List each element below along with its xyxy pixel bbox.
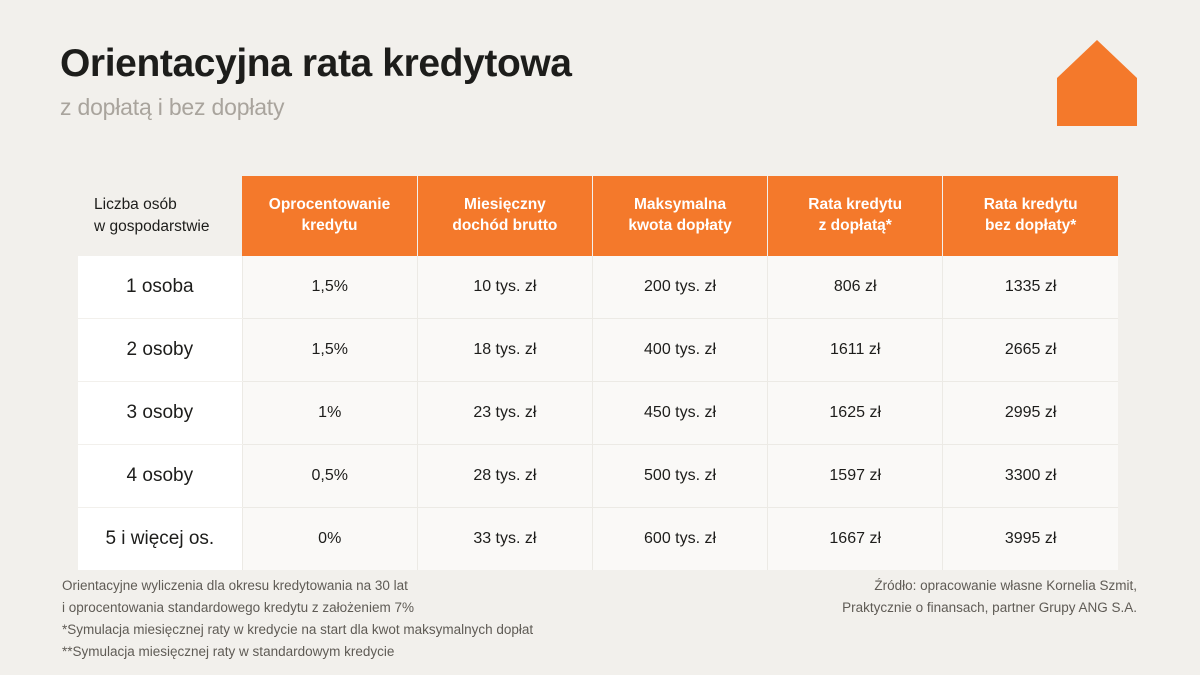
column-header-installment-standard [943, 176, 1118, 256]
cell-installment-standard: 2995 zł [943, 382, 1118, 445]
cell-income: 33 tys. zł [417, 508, 592, 571]
footnote-line-1: Orientacyjne wyliczenia dla okresu kredytowania na 30 lat [62, 578, 408, 593]
source-credit [842, 575, 1137, 619]
cell-installment-subsidized: 1597 zł [768, 445, 943, 508]
column-header-household [78, 176, 242, 256]
table-header-row [78, 176, 1118, 256]
table-body [78, 256, 1118, 570]
footnote-line-3: *Symulacja miesięcznej raty w kredycie na start dla kwot maksymalnych dopłat [62, 621, 534, 637]
house-icon [1057, 40, 1137, 126]
column-header-max-subsidy-line1: Maksymalna [633, 196, 727, 214]
loan-installment-table [78, 176, 1118, 570]
cell-income: 23 tys. zł [417, 382, 592, 445]
cell-installment-standard: 3300 zł [943, 445, 1118, 508]
column-header-max-subsidy [592, 176, 767, 256]
column-header-household-line2: w gospodarstwie [94, 218, 210, 235]
cell-income: 18 tys. zł [417, 319, 592, 382]
cell-rate: 0,5% [242, 445, 417, 508]
page-title: Orientacyjna rata kredytowa [60, 42, 572, 85]
footnotes [62, 575, 533, 662]
column-header-installment-standard-line1: Rata kredytu [983, 196, 1078, 214]
cell-income: 10 tys. zł [417, 256, 592, 319]
cell-installment-standard: 2665 zł [943, 319, 1118, 382]
cell-rate: 0% [242, 508, 417, 571]
cell-installment-standard: 1335 zł [943, 256, 1118, 319]
table-row [78, 508, 1118, 571]
column-header-rate-line1: Oprocentowanie [268, 196, 391, 214]
column-header-installment-subsidized-line2: z dopłatą* [818, 217, 892, 234]
cell-max-subsidy: 200 tys. zł [592, 256, 767, 319]
cell-max-subsidy: 600 tys. zł [592, 508, 767, 571]
cell-rate: 1,5% [242, 256, 417, 319]
data-table [78, 176, 1118, 570]
column-header-max-subsidy-line2: kwota dopłaty [628, 217, 732, 234]
cell-household: 1 osoba [78, 256, 242, 319]
column-header-installment-subsidized-line1: Rata kredytu [808, 196, 903, 214]
cell-household: 5 i więcej os. [78, 508, 242, 571]
column-header-household-line1: Liczba osób [94, 195, 177, 213]
page-subtitle: z dopłatą i bez dopłaty [60, 93, 285, 120]
footnote-line-4: **Symulacja miesięcznej raty w standardowym kredycie [62, 643, 395, 659]
source-line-2: Praktycznie o finansach, partner Grupy ANG S.A. [842, 599, 1137, 615]
cell-max-subsidy: 400 tys. zł [592, 319, 767, 382]
column-header-rate [242, 176, 417, 256]
table-row [78, 382, 1118, 445]
column-header-installment-standard-line2: bez dopłaty* [984, 217, 1077, 234]
footnote-line-2: i oprocentowania standardowego kredytu z założeniem 7% [62, 599, 414, 615]
cell-household: 4 osoby [78, 445, 242, 508]
cell-installment-subsidized: 1667 zł [768, 508, 943, 571]
cell-installment-subsidized: 1625 zł [768, 382, 943, 445]
header [60, 42, 960, 121]
cell-household: 2 osoby [78, 319, 242, 382]
table-row [78, 445, 1118, 508]
column-header-income-line1: Miesięczny [463, 196, 546, 214]
cell-rate: 1,5% [242, 319, 417, 382]
cell-installment-subsidized: 1611 zł [768, 319, 943, 382]
column-header-income-line2: dochód brutto [452, 217, 558, 234]
cell-rate: 1% [242, 382, 417, 445]
cell-max-subsidy: 500 tys. zł [592, 445, 767, 508]
source-line-1: Źródło: opracowanie własne Kornelia Szmit, [874, 578, 1137, 593]
column-header-installment-subsidized [768, 176, 943, 256]
column-header-rate-line2: kredytu [301, 217, 358, 234]
cell-installment-subsidized: 806 zł [768, 256, 943, 319]
table-header [78, 176, 1118, 256]
table-row [78, 319, 1118, 382]
table-row [78, 256, 1118, 319]
cell-installment-standard: 3995 zł [943, 508, 1118, 571]
cell-household: 3 osoby [78, 382, 242, 445]
cell-max-subsidy: 450 tys. zł [592, 382, 767, 445]
cell-income: 28 tys. zł [417, 445, 592, 508]
column-header-income [417, 176, 592, 256]
